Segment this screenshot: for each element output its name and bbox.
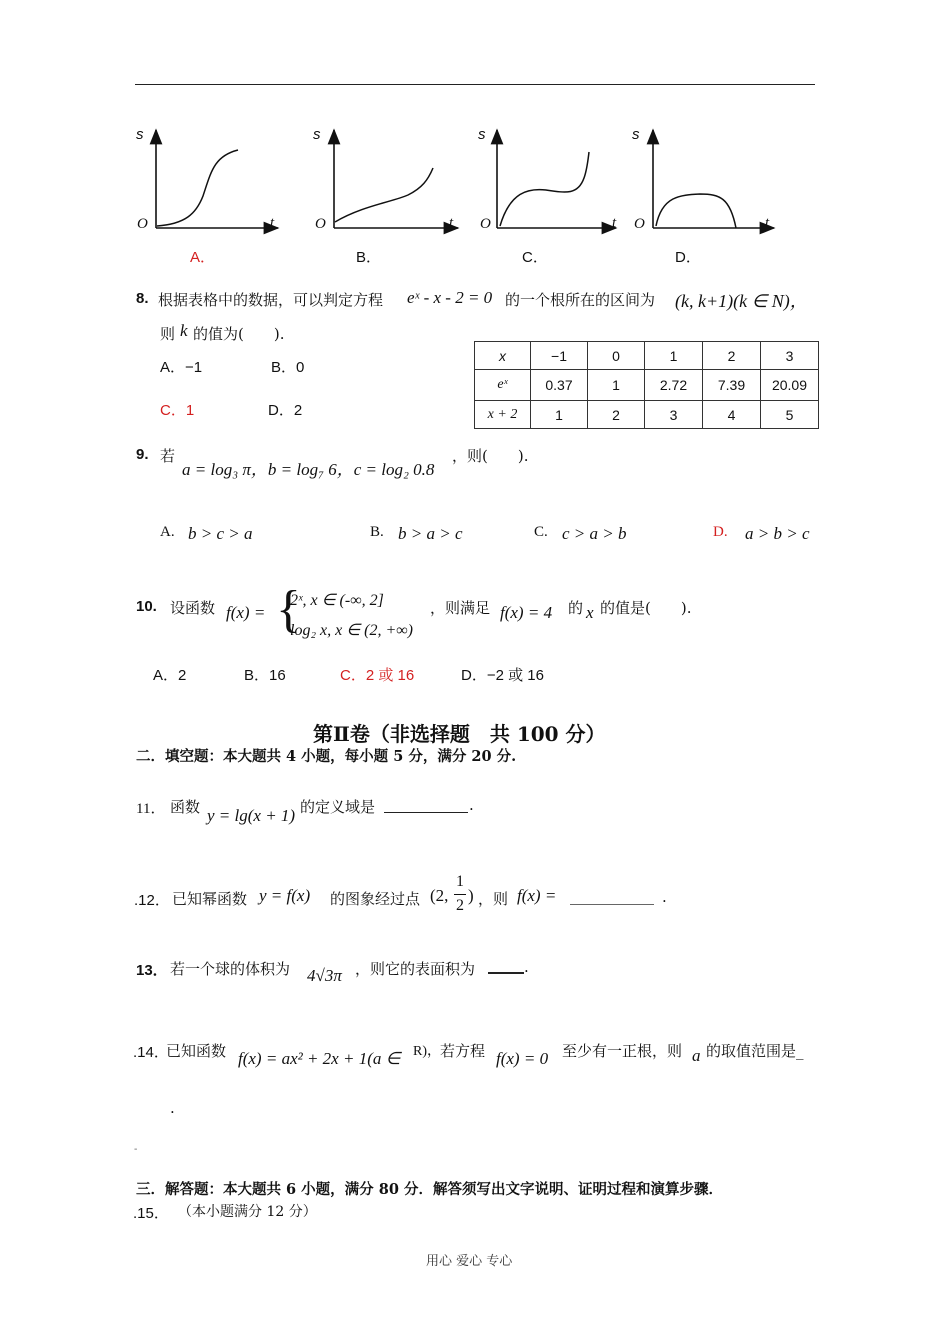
q8-number: 8. (136, 290, 149, 307)
graph-b-option-label: B． (356, 249, 382, 266)
graph-c-origin-label: O (480, 216, 491, 232)
q9-option-c-expr: c > a > b (562, 524, 627, 543)
q14-a-var: a (692, 1046, 701, 1065)
q8-option-a: A．−1 (160, 359, 203, 376)
q14-eq-2: f(x) = 0 (496, 1049, 549, 1068)
q14-end: . (170, 1099, 175, 1117)
table-cell: 0 (588, 342, 645, 370)
q14-pre: 已知函数 (166, 1042, 227, 1060)
table-cell: eˣ (475, 370, 531, 401)
q10-mid: ，则满足 (430, 599, 491, 617)
table-cell: x + 2 (475, 401, 531, 429)
q12-eq-1: y = f(x) (259, 886, 311, 905)
q12-mid: 的图象经过点 (330, 890, 421, 908)
q9-option-b-expr: b > a > c (398, 524, 463, 543)
table-cell: x (475, 342, 531, 370)
q14-mid: 若方程 (440, 1042, 486, 1060)
q12-fraction-bar (454, 894, 466, 895)
table-cell: 1 (588, 370, 645, 401)
q10-case-2: log₂ x, x ∈ (2, +∞) (290, 622, 414, 639)
q8-text-3b: 的值为( ). (193, 325, 285, 343)
q9-option-c-letter: C. (534, 524, 548, 540)
q8-interval: (k, k+1)(k ∈ N)， (675, 291, 808, 311)
q8-text: 根据表格中的数据，可以判定方程 (158, 291, 384, 309)
graph-d (653, 130, 774, 228)
q12-number: .12． (134, 892, 170, 909)
graph-b-origin-label: O (315, 216, 326, 232)
table-row (475, 342, 819, 370)
table-cell: 3 (761, 342, 819, 370)
table-cell: 7.39 (703, 370, 761, 401)
q9-post: ，则( ). (452, 447, 529, 465)
graph-d-option-label: D． (675, 249, 701, 266)
q10-number: 10. (136, 598, 157, 615)
page-footer: 用心 爱心 专心 (426, 1254, 513, 1269)
q10-post-2: 的值是( ). (600, 599, 692, 617)
q14-r-set: R)， (413, 1044, 441, 1059)
q13-pre: 若一个球的体积为 (170, 960, 291, 978)
q10-option-a: A．2 (153, 667, 187, 684)
q14-number: .14． (133, 1044, 169, 1061)
q13-end: . (524, 958, 529, 976)
q13-answer-blank (488, 958, 524, 974)
q12-answer-blank (570, 888, 654, 905)
graph-b-curve (335, 168, 433, 222)
q10-condition: f(x) = 4 (500, 603, 553, 622)
q9-option-a-letter: A. (160, 524, 175, 540)
q11-end: . (469, 796, 474, 814)
q11-pre: 函数 (170, 798, 201, 816)
graph-a (156, 130, 278, 228)
graph-b (334, 130, 458, 228)
q12-fraction-denominator: 2 (456, 897, 464, 914)
q10-option-c: C．2 或 16 (340, 667, 415, 684)
q8-text-2: 的一个根所在的区间为 (505, 291, 656, 309)
q9-equation: a = log₃ π，b = log₇ 6，c = log₂ 0.8 (182, 460, 435, 479)
q8-k-var: k (180, 321, 188, 340)
graph-d-s-label: s (632, 126, 640, 143)
q10-fx: f(x) = (226, 603, 266, 622)
table-cell: −1 (531, 342, 588, 370)
q13-number: 13． (136, 962, 168, 979)
q9-option-a-expr: b > c > a (188, 524, 253, 543)
q9-pre: 若 (160, 447, 176, 465)
q12-eq-2: f(x) = (517, 886, 557, 905)
q8-option-d: D．2 (268, 402, 303, 419)
q13-equation: 4√3π (307, 966, 342, 985)
table-cell: 2 (703, 342, 761, 370)
q12-end: . (662, 888, 667, 906)
table-cell: 2 (588, 401, 645, 429)
table-cell: 1 (531, 401, 588, 429)
q11-answer-blank (384, 796, 468, 813)
q8-option-b: B．0 (271, 359, 305, 376)
q14-post-2: 的取值范围是_ (706, 1042, 804, 1060)
q11-equation: y = lg(x + 1) (207, 806, 296, 825)
q10-post-1: 的 (568, 599, 584, 617)
q15-number: .15． (133, 1205, 169, 1222)
q8-equation: eˣ - x - 2 = 0 (407, 288, 493, 307)
graph-b-t-label: t (449, 215, 454, 231)
q12-point-close: ) (468, 886, 474, 905)
graph-a-s-label: s (136, 126, 144, 143)
q9-option-d-letter: D. (713, 524, 728, 540)
section-3-heading: 三．解答题：本大题共 6 小题，满分 80 分．解答须写出文字说明、证明过程和演算步骤． (136, 1181, 723, 1198)
table-cell: 5 (761, 401, 819, 429)
q9-number: 9. (136, 446, 149, 463)
header-rule (135, 84, 815, 85)
q10-x-var: x (586, 603, 594, 622)
q10-option-b: B．16 (244, 667, 286, 684)
q9-option-b-letter: B. (370, 524, 384, 540)
table-cell: 4 (703, 401, 761, 429)
q8-text-3a: 则 (160, 325, 176, 343)
table-cell: 20.09 (761, 370, 819, 401)
graph-b-s-label: s (313, 126, 321, 143)
graph-c-curve (500, 152, 589, 226)
graph-d-curve (656, 194, 736, 228)
q10-brace: { (276, 581, 301, 638)
q11-number: 11． (136, 801, 166, 817)
q12-post: ，则 (478, 890, 509, 908)
section-2-heading: 二．填空题：本大题共 4 小题，每小题 5 分，满分 20 分. (136, 748, 517, 765)
table-cell: 0.37 (531, 370, 588, 401)
graph-a-t-label: t (270, 215, 275, 231)
graph-c-s-label: s (478, 126, 486, 143)
graph-d-origin-label: O (634, 216, 645, 232)
section-2-title: 第Ⅱ卷（非选择题 共 100 分） (313, 722, 606, 746)
graph-a-curve (157, 150, 238, 226)
values-table (474, 341, 819, 429)
graph-a-origin-label: O (137, 216, 148, 232)
q15-text: （本小题满分 12 分） (178, 1204, 317, 1220)
q11-post: 的定义域是 (300, 798, 376, 816)
graph-c-t-label: t (612, 215, 617, 231)
graph-a-option-label: A． (190, 249, 216, 266)
q10-option-d: D．−2 或 16 (461, 667, 544, 684)
table-row (475, 370, 819, 401)
table-cell: 2.72 (645, 370, 703, 401)
q14-equation: f(x) = ax² + 2x + 1(a ∈ (238, 1049, 401, 1068)
q12-point-open: (2, (430, 886, 449, 905)
graph-c (497, 130, 616, 228)
table-cell: 3 (645, 401, 703, 429)
q12-fraction-numerator: 1 (456, 873, 464, 890)
stray-mark: - (134, 1144, 138, 1155)
graph-c-option-label: C． (522, 249, 548, 266)
q8-option-c: C．1 (160, 402, 195, 419)
q9-option-d-expr: a > b > c (745, 524, 810, 543)
q10-case-1: 2ˣ, x ∈ (-∞, 2] (290, 592, 384, 609)
q13-post: ，则它的表面积为 (355, 960, 476, 978)
q12-pre: 已知幂函数 (172, 890, 248, 908)
q14-post-1: 至少有一正根，则 (562, 1042, 683, 1060)
q10-pre: 设函数 (170, 599, 216, 617)
table-cell: 1 (645, 342, 703, 370)
graph-d-t-label: t (765, 215, 770, 231)
table-row (475, 401, 819, 429)
